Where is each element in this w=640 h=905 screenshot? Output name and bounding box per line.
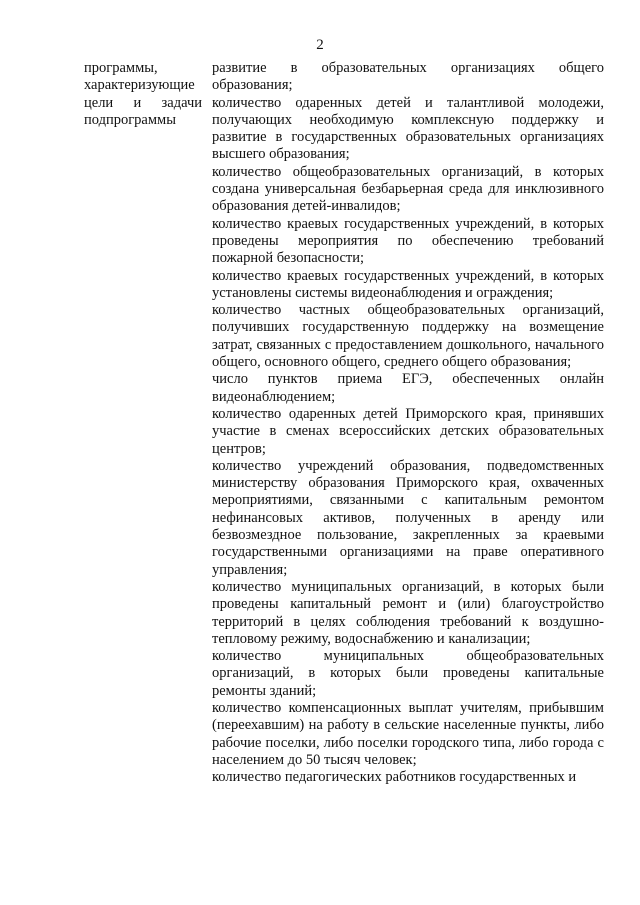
indicator-item: число пунктов приема ЕГЭ, обеспеченных онлайн видеонаблюдением; <box>212 371 604 405</box>
indicator-item: количество муниципальных организаций, в которых были проведены капитальный ремонт и (или) благоустройство территорий в целях соблюдения требований к воздушно-тепловому режиму, водоснабжению и канализации; <box>212 578 604 647</box>
indicator-item: количество одаренных детей Приморского края, принявших участие в сменах всероссийских детских образовательных центров; <box>212 405 604 457</box>
indicators-list <box>212 60 604 786</box>
row-label-line: программы, <box>84 60 158 76</box>
row-label-cell <box>84 60 202 786</box>
indicator-item: количество учреждений образования, подведомственных министерству образования Приморского края, охваченных мероприятиями, связанными с капитальным ремонтом нефинансовых активов, полученных в аренду или безвозмездное пользование, закрепленных за краевыми государственными организациями на праве оперативного управления; <box>212 457 604 578</box>
row-label-line: цели и задачи <box>84 94 202 111</box>
indicator-item: количество одаренных детей и талантливой молодежи, получающих необходимую комплексную поддержку и развитие в государственных образовательных организациях высшего образования; <box>212 94 604 163</box>
indicator-item: количество частных общеобразовательных организаций, получивших государственную поддержку на возмещение затрат, связанных с предоставлением дошкольного, начального общего, основного общего, среднего общего образования; <box>212 302 604 371</box>
indicator-item: количество краевых государственных учреждений, в которых установлены системы видеонаблюдения и ограждения; <box>212 267 604 301</box>
indicator-item: количество муниципальных общеобразовательных организаций, в которых были проведены капитальные ремонты зданий; <box>212 648 604 699</box>
indicators-table <box>84 60 614 786</box>
page-number: 2 <box>316 37 324 53</box>
indicator-item: развитие в образовательных организациях общего образования; <box>212 60 604 94</box>
indicator-item: количество общеобразовательных организаций, в которых создана универсальная безбарьерная среда для инклюзивного образования детей-инвалидов; <box>212 163 604 215</box>
indicator-item: количество компенсационных выплат учителям, прибывшим (переехавшим) на работу в сельские населенные пункты, либо рабочие поселки, либо поселки городского типа, либо города с населением до 50 тысяч человек; <box>212 699 604 768</box>
row-label-line: подпрограммы <box>84 111 176 128</box>
row-label-line: характеризующие <box>84 77 195 94</box>
indicator-item: количество краевых государственных учреждений, в которых проведены мероприятия по обеспечению требований пожарной безопасности; <box>212 215 604 267</box>
indicator-item: количество педагогических работников государственных и <box>212 769 577 786</box>
